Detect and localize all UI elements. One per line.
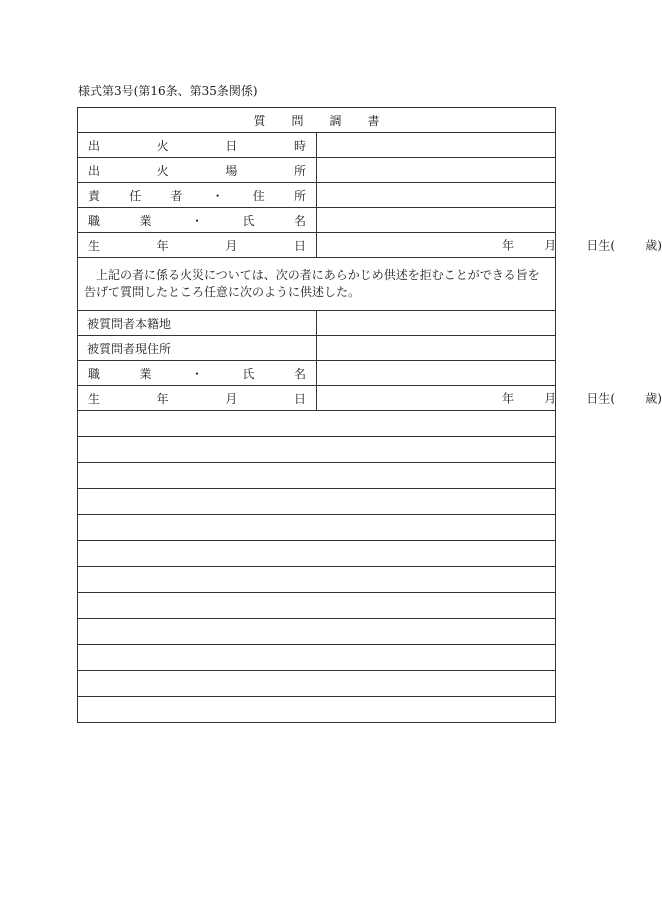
field-row-occupation-name xyxy=(78,208,556,233)
birthdate-parts-2 xyxy=(502,390,662,407)
label-birthdate-2: 生年月日 xyxy=(78,386,317,411)
statement-line xyxy=(78,437,556,463)
statement-line xyxy=(78,541,556,567)
birth-year-label: 年 xyxy=(502,238,515,253)
statement-line xyxy=(78,567,556,593)
statement-line-cell[interactable] xyxy=(78,567,556,593)
statement-line-cell[interactable] xyxy=(78,697,556,723)
statement-line-cell[interactable] xyxy=(78,619,556,645)
statement-line xyxy=(78,411,556,437)
birth-day-label-2: 日生( xyxy=(586,391,616,406)
statement-line xyxy=(78,489,556,515)
statement-line-cell[interactable] xyxy=(78,541,556,567)
field-row-fire-datetime xyxy=(78,133,556,158)
label-registered-domicile: 被質問者本籍地 xyxy=(78,311,317,336)
statement-text: 上記の者に係る火災については、次の者にあらかじめ供述を拒むことができる旨を告げて質問したところ任意に次のように供述した。 xyxy=(78,258,556,311)
statement-line-cell[interactable] xyxy=(78,645,556,671)
statement-row xyxy=(78,258,556,311)
field-row-registered-domicile xyxy=(78,311,556,336)
value-occupation-name[interactable] xyxy=(317,208,556,233)
age-label: 歳) xyxy=(645,238,662,253)
value-registered-domicile[interactable] xyxy=(317,311,556,336)
form-title: 質問調書 xyxy=(253,113,406,128)
value-birthdate[interactable] xyxy=(317,233,662,258)
field-row-current-address xyxy=(78,336,556,361)
value-fire-location[interactable] xyxy=(317,158,556,183)
form-caption: 様式第3号(第16条、第35条関係) xyxy=(78,84,258,98)
statement-lines xyxy=(78,411,556,723)
label-fire-location: 出火場所 xyxy=(78,158,317,183)
statement-line-cell[interactable] xyxy=(78,489,556,515)
statement-line xyxy=(78,515,556,541)
statement-line-cell[interactable] xyxy=(78,411,556,437)
birth-year-label-2: 年 xyxy=(502,391,515,406)
statement-line xyxy=(78,619,556,645)
label-fire-datetime: 出火日時 xyxy=(78,133,317,158)
title-row xyxy=(78,108,556,133)
value-occupation-name-2[interactable] xyxy=(317,361,556,386)
statement-line-cell[interactable] xyxy=(78,671,556,697)
label-responsible-address: 責任者・住所 xyxy=(78,183,317,208)
label-birthdate: 生年月日 xyxy=(78,233,317,258)
statement-line xyxy=(78,645,556,671)
birth-month-label-2: 月 xyxy=(544,391,557,406)
statement-line xyxy=(78,697,556,723)
birth-month-label: 月 xyxy=(544,238,557,253)
age-label-2: 歳) xyxy=(645,391,662,406)
value-birthdate-2[interactable] xyxy=(317,386,662,411)
statement-line-cell[interactable] xyxy=(78,437,556,463)
value-fire-datetime[interactable] xyxy=(317,133,556,158)
label-occupation-name-2: 職業・氏名 xyxy=(78,361,317,386)
label-occupation-name: 職業・氏名 xyxy=(78,208,317,233)
statement-line-cell[interactable] xyxy=(78,463,556,489)
field-row-birthdate-2 xyxy=(78,386,556,411)
birthdate-parts xyxy=(502,237,662,254)
birth-day-label: 日生( xyxy=(586,238,616,253)
statement-line xyxy=(78,593,556,619)
field-row-occupation-name-2 xyxy=(78,361,556,386)
form-title-cell xyxy=(78,108,556,133)
statement-line-cell[interactable] xyxy=(78,593,556,619)
statement-line xyxy=(78,463,556,489)
statement-line-cell[interactable] xyxy=(78,515,556,541)
field-row-birthdate xyxy=(78,233,556,258)
label-current-address: 被質問者現住所 xyxy=(78,336,317,361)
field-row-fire-location xyxy=(78,158,556,183)
value-current-address[interactable] xyxy=(317,336,556,361)
statement-line xyxy=(78,671,556,697)
field-row-responsible-address xyxy=(78,183,556,208)
inquiry-form-table xyxy=(77,107,662,723)
value-responsible-address[interactable] xyxy=(317,183,556,208)
